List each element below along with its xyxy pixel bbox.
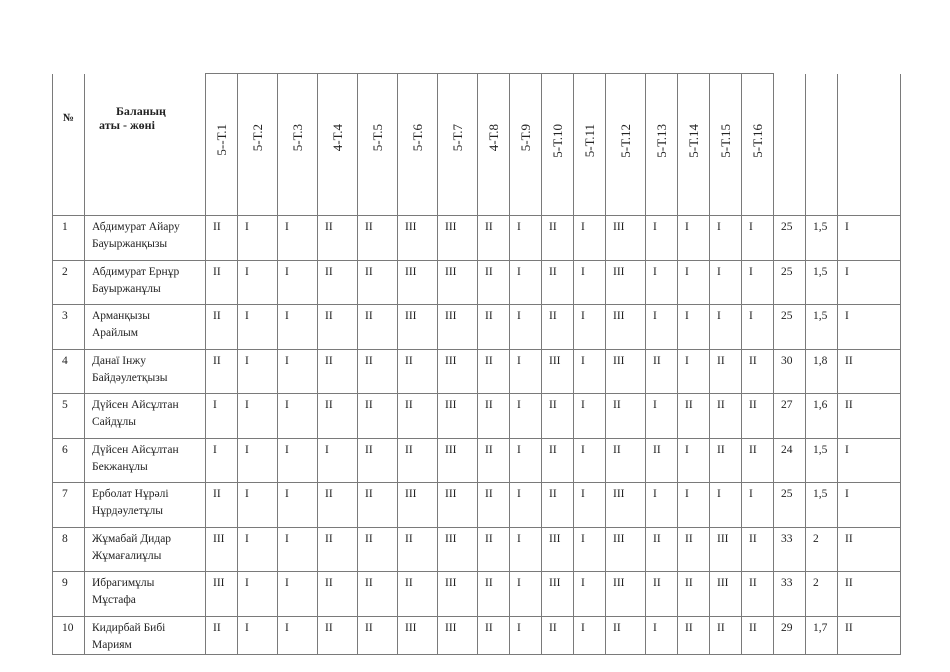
task-mark: I	[238, 260, 278, 305]
task-mark: I	[510, 305, 542, 350]
task-mark: I	[574, 349, 606, 394]
task-mark: III	[398, 260, 438, 305]
task-mark: III	[438, 349, 478, 394]
row-number: 6	[53, 438, 85, 483]
row-number: 5	[53, 394, 85, 439]
total-score: 24	[774, 438, 806, 483]
task-mark: I	[678, 216, 710, 261]
task-mark: III	[438, 572, 478, 617]
student-name-name2: Мұстафа	[92, 594, 136, 606]
task-mark: II	[318, 305, 358, 350]
task-header-label: 5-Т.3	[289, 124, 305, 152]
table-row	[53, 260, 901, 305]
student-name	[85, 616, 206, 654]
task-mark: III	[710, 527, 742, 572]
task-mark: I	[278, 305, 318, 350]
average-score: 1,7	[806, 616, 838, 654]
task-mark: I	[678, 438, 710, 483]
student-name	[85, 438, 206, 483]
student-name-name2: Жұмағалиұлы	[92, 549, 162, 562]
task-mark: III	[398, 305, 438, 350]
student-name	[85, 483, 206, 528]
task-mark: I	[574, 216, 606, 261]
task-mark: I	[238, 616, 278, 654]
task-mark: II	[646, 438, 678, 483]
task-header	[542, 74, 574, 216]
task-mark: III	[606, 572, 646, 617]
task-mark: II	[318, 572, 358, 617]
average-score: 1,5	[806, 216, 838, 261]
row-number: 4	[53, 349, 85, 394]
task-mark: I	[510, 349, 542, 394]
task-mark: I	[646, 483, 678, 528]
task-mark: II	[206, 616, 238, 654]
level: I	[838, 438, 901, 483]
task-mark: II	[318, 527, 358, 572]
task-mark: I	[574, 572, 606, 617]
task-mark: I	[510, 438, 542, 483]
task-header	[678, 74, 710, 216]
task-header-label: 5--Т.1	[213, 124, 229, 156]
task-mark: III	[398, 483, 438, 528]
task-mark: III	[606, 305, 646, 350]
task-mark: II	[646, 527, 678, 572]
task-mark: II	[206, 349, 238, 394]
task-mark: II	[646, 572, 678, 617]
task-mark: I	[574, 616, 606, 654]
task-header-label: 5-Т.13	[653, 124, 669, 158]
task-mark: I	[574, 527, 606, 572]
task-mark: I	[238, 527, 278, 572]
student-name-name1: Ибрагимұлы	[92, 577, 155, 589]
task-mark: I	[574, 483, 606, 528]
task-mark: II	[606, 394, 646, 439]
task-mark: III	[438, 616, 478, 654]
task-header	[278, 74, 318, 216]
task-mark: I	[238, 349, 278, 394]
task-header-label: 5-Т.5	[369, 124, 385, 152]
student-name-name2: Бауыржанұлы	[92, 282, 161, 295]
average-score: 2	[806, 527, 838, 572]
task-mark: III	[438, 438, 478, 483]
task-mark: II	[678, 572, 710, 617]
student-name-name1: Арманқызы	[92, 310, 150, 322]
task-mark: III	[606, 216, 646, 261]
task-header-label: 4-Т.8	[485, 124, 501, 152]
task-header	[742, 74, 774, 216]
task-mark: II	[742, 616, 774, 654]
task-mark: I	[678, 260, 710, 305]
task-mark: II	[398, 527, 438, 572]
task-mark: II	[358, 616, 398, 654]
student-name	[85, 527, 206, 572]
task-mark: I	[646, 260, 678, 305]
level: II	[838, 349, 901, 394]
name-header-line1: Баланың	[116, 103, 166, 118]
student-name	[85, 572, 206, 617]
task-mark: I	[574, 394, 606, 439]
task-mark: II	[542, 438, 574, 483]
task-mark: I	[510, 572, 542, 617]
task-mark: I	[678, 483, 710, 528]
name-header-line2: аты - жөні	[99, 117, 155, 132]
task-mark: I	[710, 216, 742, 261]
student-name-name1: Дүйсен Айсұлтан	[92, 399, 179, 411]
task-mark: II	[710, 349, 742, 394]
task-mark: II	[358, 438, 398, 483]
student-name-name1: Жұмабай Дидар	[92, 532, 172, 545]
task-header-label: 5-Т.12	[617, 124, 633, 158]
extra-header	[838, 74, 901, 216]
task-mark: II	[542, 483, 574, 528]
task-mark: II	[206, 305, 238, 350]
task-mark: II	[206, 260, 238, 305]
task-mark: III	[438, 394, 478, 439]
task-mark: I	[510, 394, 542, 439]
table-row	[53, 216, 901, 261]
student-name-name2: Мариям	[92, 638, 132, 651]
task-header	[478, 74, 510, 216]
task-mark: III	[606, 349, 646, 394]
task-mark: II	[678, 394, 710, 439]
task-mark: I	[742, 216, 774, 261]
task-mark: I	[646, 394, 678, 439]
task-header-label: 5-Т.10	[549, 124, 565, 158]
student-name	[85, 305, 206, 350]
task-mark: I	[710, 305, 742, 350]
task-mark: I	[710, 483, 742, 528]
task-mark: II	[358, 394, 398, 439]
task-mark: I	[206, 394, 238, 439]
task-mark: II	[542, 394, 574, 439]
student-name	[85, 349, 206, 394]
level: I	[838, 260, 901, 305]
row-number: 3	[53, 305, 85, 350]
level: II	[838, 394, 901, 439]
task-mark: I	[238, 438, 278, 483]
task-mark: II	[478, 349, 510, 394]
task-mark: III	[542, 349, 574, 394]
task-mark: III	[606, 483, 646, 528]
task-mark: III	[438, 305, 478, 350]
student-name-name2: Бекжанұлы	[92, 460, 148, 473]
task-mark: I	[278, 260, 318, 305]
task-mark: I	[278, 616, 318, 654]
task-header-label: 5-Т.6	[409, 124, 425, 152]
task-mark: I	[206, 438, 238, 483]
task-mark: III	[438, 483, 478, 528]
total-score: 33	[774, 527, 806, 572]
task-header	[318, 74, 358, 216]
task-mark: II	[206, 483, 238, 528]
task-mark: II	[478, 260, 510, 305]
task-mark: I	[510, 260, 542, 305]
student-name	[85, 260, 206, 305]
task-mark: II	[478, 216, 510, 261]
task-mark: II	[542, 616, 574, 654]
task-mark: I	[742, 305, 774, 350]
task-mark: II	[358, 527, 398, 572]
task-mark: I	[238, 572, 278, 617]
task-mark: II	[478, 305, 510, 350]
task-header	[606, 74, 646, 216]
task-mark: II	[358, 572, 398, 617]
total-score: 25	[774, 305, 806, 350]
row-number: 1	[53, 216, 85, 261]
task-mark: II	[358, 216, 398, 261]
task-mark: II	[398, 349, 438, 394]
task-mark: II	[606, 616, 646, 654]
task-mark: II	[742, 349, 774, 394]
task-mark: I	[574, 260, 606, 305]
total-score: 30	[774, 349, 806, 394]
task-mark: II	[398, 394, 438, 439]
task-mark: I	[278, 349, 318, 394]
task-mark: III	[606, 260, 646, 305]
task-mark: II	[398, 572, 438, 617]
task-header	[206, 74, 238, 216]
task-mark: II	[478, 572, 510, 617]
average-score: 1,5	[806, 438, 838, 483]
task-mark: II	[318, 394, 358, 439]
task-mark: II	[206, 216, 238, 261]
row-number: 2	[53, 260, 85, 305]
task-mark: II	[478, 483, 510, 528]
header-row	[53, 74, 901, 216]
task-mark: III	[710, 572, 742, 617]
task-mark: II	[478, 616, 510, 654]
total-score: 25	[774, 260, 806, 305]
student-name-name1: Ерболат Нұрәлі	[92, 488, 169, 500]
task-mark: II	[742, 438, 774, 483]
level: II	[838, 527, 901, 572]
average-score: 2	[806, 572, 838, 617]
assessment-table	[52, 73, 901, 655]
task-mark: II	[318, 216, 358, 261]
task-mark: II	[318, 616, 358, 654]
table-row	[53, 483, 901, 528]
task-mark: II	[358, 305, 398, 350]
task-mark: II	[710, 394, 742, 439]
level: I	[838, 305, 901, 350]
total-score: 33	[774, 572, 806, 617]
task-mark: I	[510, 483, 542, 528]
average-score: 1,8	[806, 349, 838, 394]
task-mark: I	[574, 305, 606, 350]
task-mark: I	[742, 483, 774, 528]
task-mark: I	[710, 260, 742, 305]
total-score: 29	[774, 616, 806, 654]
task-mark: II	[542, 216, 574, 261]
name-header	[85, 74, 206, 216]
task-mark: II	[742, 572, 774, 617]
task-mark: I	[278, 572, 318, 617]
task-header-label: 5-Т.14	[685, 124, 701, 158]
student-name-name2: Бауыржанқызы	[92, 238, 168, 250]
task-mark: I	[278, 438, 318, 483]
task-mark: I	[238, 394, 278, 439]
student-name-name2: Сайдұлы	[92, 416, 136, 428]
level: II	[838, 616, 901, 654]
task-mark: II	[478, 394, 510, 439]
task-header-label: 5-Т.16	[749, 124, 765, 158]
student-name-name2: Арайлым	[92, 327, 139, 339]
task-mark: II	[710, 616, 742, 654]
task-mark: III	[438, 527, 478, 572]
task-mark: II	[478, 527, 510, 572]
task-mark: I	[238, 216, 278, 261]
table-row	[53, 527, 901, 572]
task-mark: I	[574, 438, 606, 483]
table-row	[53, 438, 901, 483]
total-score: 25	[774, 483, 806, 528]
extra-header	[774, 74, 806, 216]
task-header-label: 5-Т.15	[717, 124, 733, 158]
task-mark: III	[398, 216, 438, 261]
task-mark: I	[278, 394, 318, 439]
student-name-name2: Байдәулетқызы	[92, 371, 168, 384]
task-header-label: 5-Т.7	[449, 124, 465, 152]
task-mark: III	[542, 527, 574, 572]
average-score: 1,5	[806, 305, 838, 350]
task-mark: I	[646, 305, 678, 350]
task-mark: I	[646, 216, 678, 261]
level: I	[838, 216, 901, 261]
average-score: 1,5	[806, 483, 838, 528]
task-mark: II	[678, 616, 710, 654]
task-mark: II	[318, 349, 358, 394]
total-score: 27	[774, 394, 806, 439]
average-score: 1,5	[806, 260, 838, 305]
task-mark: I	[318, 438, 358, 483]
student-name	[85, 216, 206, 261]
table-row	[53, 305, 901, 350]
task-mark: III	[542, 572, 574, 617]
task-mark: II	[398, 438, 438, 483]
task-mark: I	[510, 527, 542, 572]
table-row	[53, 394, 901, 439]
level: I	[838, 483, 901, 528]
task-header	[398, 74, 438, 216]
task-mark: III	[206, 572, 238, 617]
task-mark: I	[238, 483, 278, 528]
task-header-label: 5-Т.2	[249, 124, 265, 152]
student-name-name2: Нұрдәулетұлы	[92, 505, 163, 517]
task-mark: II	[358, 483, 398, 528]
task-mark: I	[278, 527, 318, 572]
task-mark: II	[606, 438, 646, 483]
task-mark: II	[478, 438, 510, 483]
task-mark: II	[542, 305, 574, 350]
table-row	[53, 572, 901, 617]
task-mark: I	[678, 305, 710, 350]
task-header-label: 5-Т.11	[581, 124, 597, 158]
task-mark: II	[742, 394, 774, 439]
task-mark: II	[742, 527, 774, 572]
task-header	[238, 74, 278, 216]
row-number: 7	[53, 483, 85, 528]
number-header: №	[53, 74, 85, 216]
task-header	[358, 74, 398, 216]
row-number: 9	[53, 572, 85, 617]
task-mark: II	[710, 438, 742, 483]
task-header	[438, 74, 478, 216]
level: II	[838, 572, 901, 617]
task-mark: I	[278, 483, 318, 528]
student-name-name1: Абдимурат Айару	[92, 221, 180, 233]
task-mark: II	[542, 260, 574, 305]
task-mark: II	[646, 349, 678, 394]
task-mark: II	[318, 483, 358, 528]
task-header-label: 5-Т.9	[517, 124, 533, 152]
row-number: 8	[53, 527, 85, 572]
task-header	[646, 74, 678, 216]
student-name-name1: Абдимурат Ернұр	[92, 265, 180, 278]
task-mark: I	[278, 216, 318, 261]
task-mark: III	[206, 527, 238, 572]
student-name-name1: Данаї Інжу	[92, 354, 146, 367]
task-mark: II	[358, 349, 398, 394]
task-mark: I	[510, 216, 542, 261]
task-mark: I	[742, 260, 774, 305]
task-mark: II	[678, 527, 710, 572]
student-name-name1: Кидирбай Бибі	[92, 621, 166, 634]
average-score: 1,6	[806, 394, 838, 439]
row-number: 10	[53, 616, 85, 654]
student-name	[85, 394, 206, 439]
task-mark: III	[606, 527, 646, 572]
task-mark: I	[678, 349, 710, 394]
task-header-label: 4-Т.4	[329, 124, 345, 152]
task-mark: II	[358, 260, 398, 305]
task-mark: II	[318, 260, 358, 305]
extra-header	[806, 74, 838, 216]
student-name-name1: Дүйсен Айсұлтан	[92, 443, 179, 456]
task-header	[574, 74, 606, 216]
table-row	[53, 349, 901, 394]
task-mark: I	[238, 305, 278, 350]
task-mark: III	[438, 260, 478, 305]
table-row	[53, 616, 901, 654]
task-header	[510, 74, 542, 216]
task-header	[710, 74, 742, 216]
task-mark: I	[646, 616, 678, 654]
task-mark: I	[510, 616, 542, 654]
task-mark: III	[438, 216, 478, 261]
task-mark: III	[398, 616, 438, 654]
total-score: 25	[774, 216, 806, 261]
